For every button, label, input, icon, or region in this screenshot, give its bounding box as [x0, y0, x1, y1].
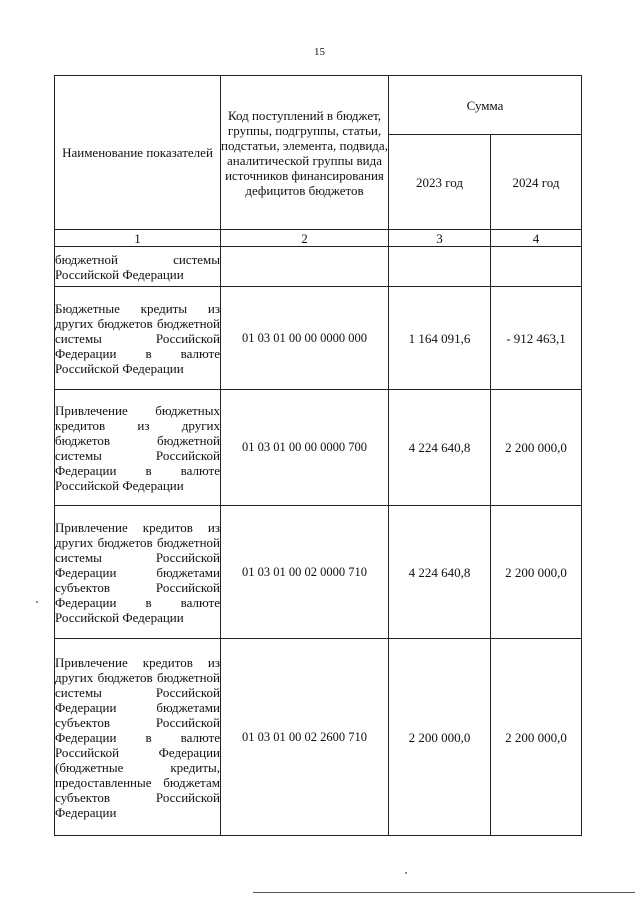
page-number: 15	[314, 46, 325, 58]
column-number-3: 3	[389, 230, 491, 247]
row-code: 01 03 01 00 02 0000 710	[221, 506, 389, 639]
column-number-1: 1	[55, 230, 221, 247]
row-code: 01 03 01 00 02 2600 710	[221, 639, 389, 836]
scan-edge-line	[253, 892, 635, 893]
scan-speck	[405, 872, 407, 874]
header-code: Код поступлений в бюджет, группы, подгруппы, статьи, подстатьи, элемента, подвида, аналитической группы вида источников финансирования дефицитов бюджетов	[221, 76, 389, 230]
row-2024: 2 200 000,0	[491, 639, 582, 836]
row-code: 01 03 01 00 00 0000 700	[221, 390, 389, 506]
row-2024: - 912 463,1	[491, 287, 582, 390]
table-row	[55, 247, 582, 287]
row-name: бюджетной системы Российской Федерации	[55, 247, 221, 287]
row-2024: 2 200 000,0	[491, 506, 582, 639]
column-number-2: 2	[221, 230, 389, 247]
header-name: Наименование показателей	[55, 76, 221, 230]
row-2023: 2 200 000,0	[389, 639, 491, 836]
row-2024: 2 200 000,0	[491, 390, 582, 506]
row-code	[221, 247, 389, 287]
header-year-2024: 2024 год	[491, 135, 582, 230]
budget-sources-table	[54, 75, 582, 836]
row-2023: 4 224 640,8	[389, 390, 491, 506]
header-year-2023: 2023 год	[389, 135, 491, 230]
row-2023: 4 224 640,8	[389, 506, 491, 639]
row-2023: 1 164 091,6	[389, 287, 491, 390]
row-code: 01 03 01 00 00 0000 000	[221, 287, 389, 390]
row-name: Привлечение кредитов из других бюджетов бюджетной системы Российской Федерации бюджетами субъектов Российской Федерации в валюте Российской Федерации (бюджетные кредиты, предоставленные бюджетам субъектов Российской Федерации	[55, 639, 221, 836]
row-name: Бюджетные кредиты из других бюджетов бюджетной системы Российской Федерации в валюте Российской Федерации	[55, 287, 221, 390]
scan-speck	[36, 601, 38, 603]
row-name: Привлечение кредитов из других бюджетов бюджетной системы Российской Федерации бюджетами субъектов Российской Федерации в валюте Российской Федерации	[55, 506, 221, 639]
row-2024	[491, 247, 582, 287]
column-number-4: 4	[491, 230, 582, 247]
row-name: Привлечение бюджетных кредитов из других бюджетов бюджетной системы Российской Федерации в валюте Российской Федерации	[55, 390, 221, 506]
table-row	[55, 639, 582, 836]
row-2023	[389, 247, 491, 287]
column-numbers-row	[55, 230, 582, 247]
table-row	[55, 390, 582, 506]
header-sum: Сумма	[389, 76, 582, 135]
table-row	[55, 506, 582, 639]
table-row	[55, 287, 582, 390]
